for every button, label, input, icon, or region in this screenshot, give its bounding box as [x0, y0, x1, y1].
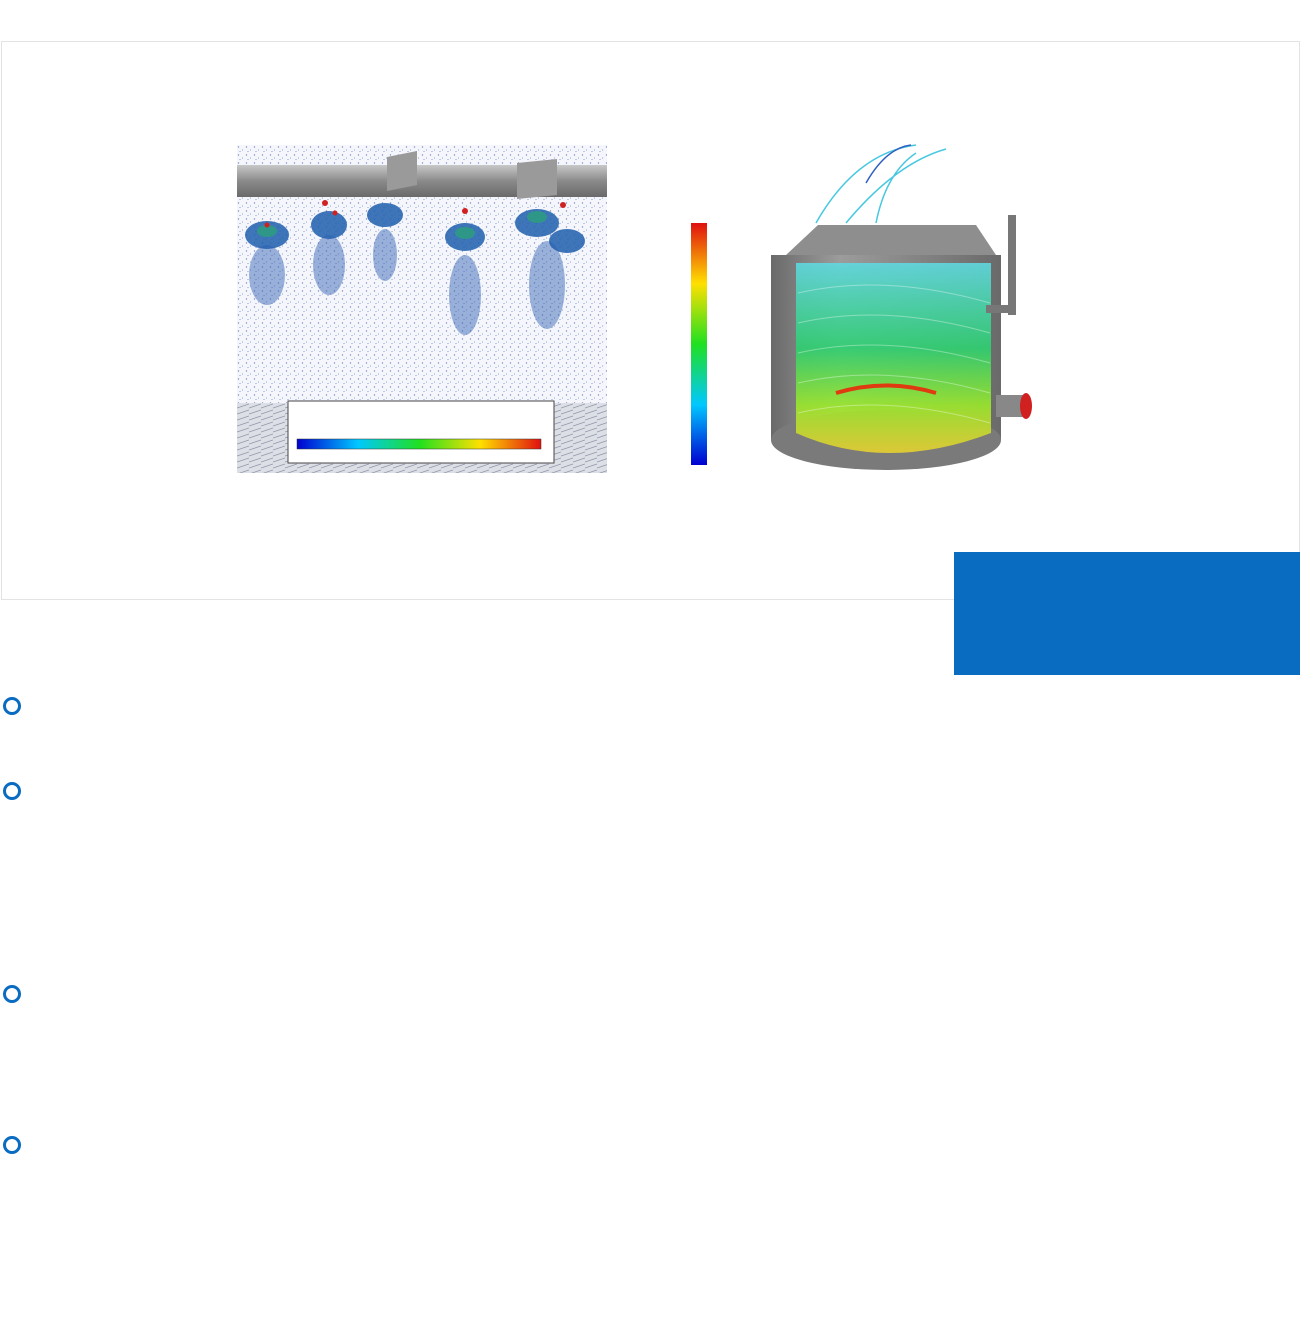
- features-heading: [0, 985, 35, 1003]
- circle-bullet-icon: [3, 697, 21, 715]
- list-item: [369, 1127, 1289, 1163]
- list-item: [369, 1012, 1289, 1048]
- project-title-heading: [0, 697, 35, 715]
- circle-bullet-icon: [3, 782, 21, 800]
- list-item: [369, 976, 1289, 1012]
- list-item: [369, 1163, 1289, 1199]
- circle-bullet-icon: [3, 985, 21, 1003]
- circle-bullet-icon: [3, 1136, 21, 1154]
- scrubber-velocity-simulation-figure: [686, 143, 1036, 478]
- dry-scrubber-badge: [954, 552, 1300, 675]
- summary-heading: [0, 782, 35, 800]
- concentration-color-bar: [297, 439, 541, 449]
- velocity-color-bar: [691, 223, 707, 465]
- ripple-list: [369, 1127, 1289, 1199]
- ripple-heading: [0, 1136, 35, 1154]
- paint-mist-simulation-figure: [237, 145, 607, 473]
- features-list: [369, 976, 1289, 1048]
- hero-image-panel: [1, 41, 1300, 600]
